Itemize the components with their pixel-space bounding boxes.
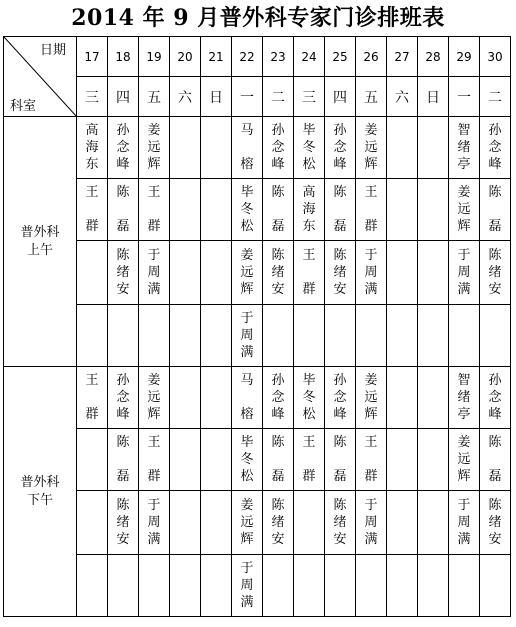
weekday-header-cell: 三 <box>77 77 108 117</box>
doctor-cell <box>139 367 170 429</box>
doctor-name: 于周满 <box>147 248 161 297</box>
doctor-cell <box>387 305 418 367</box>
doctor-cell <box>170 491 201 555</box>
doctor-cell <box>449 491 480 555</box>
doctor-name: 毕冬松 <box>302 123 316 172</box>
doctor-name: 姜远辉 <box>364 123 378 172</box>
doctor-cell <box>325 117 356 179</box>
doctor-name: 陈 磊 <box>116 435 130 484</box>
doctor-name: 王 群 <box>147 435 161 484</box>
doctor-name: 高海东 <box>302 185 316 234</box>
doctor-name: 孙念峰 <box>333 123 347 172</box>
doctor-name: 陈绪安 <box>333 498 347 547</box>
doctor-cell <box>139 305 170 367</box>
weekday-header-cell: 五 <box>356 77 387 117</box>
doctor-cell <box>263 367 294 429</box>
doctor-cell <box>418 429 449 491</box>
doctor-cell <box>449 179 480 241</box>
doctor-cell <box>232 491 263 555</box>
doctor-cell <box>170 241 201 305</box>
page-title: 2014 年 9 月普外科专家门诊排班表 <box>71 5 445 31</box>
doctor-cell <box>449 429 480 491</box>
doctor-cell <box>77 305 108 367</box>
doctor-cell <box>108 305 139 367</box>
doctor-name: 陈 磊 <box>271 185 285 234</box>
day-header-cell: 17 <box>77 37 108 77</box>
doctor-cell <box>263 179 294 241</box>
day-header-cell: 21 <box>201 37 232 77</box>
weekday-header-cell: 一 <box>232 77 263 117</box>
doctor-cell <box>139 429 170 491</box>
doctor-cell <box>232 429 263 491</box>
schedule-row <box>4 241 511 305</box>
doctor-cell <box>201 117 232 179</box>
doctor-name: 陈绪安 <box>271 248 285 297</box>
date-label: 日期 <box>39 43 66 58</box>
doctor-cell <box>139 179 170 241</box>
weekday-header-cell: 六 <box>170 77 201 117</box>
doctor-cell <box>108 179 139 241</box>
doctor-cell <box>387 555 418 617</box>
doctor-cell <box>449 305 480 367</box>
section-label: 普外科 下午 <box>20 474 60 508</box>
doctor-cell <box>263 429 294 491</box>
doctor-cell <box>263 305 294 367</box>
doctor-name: 姜远辉 <box>240 498 254 547</box>
doctor-cell <box>480 429 511 491</box>
doctor-cell <box>77 429 108 491</box>
doctor-name: 王 群 <box>302 435 316 484</box>
doctor-cell <box>108 241 139 305</box>
weekday-header-cell: 一 <box>449 77 480 117</box>
section-label-cell <box>4 367 77 617</box>
day-header-cell: 20 <box>170 37 201 77</box>
doctor-cell <box>418 241 449 305</box>
doctor-cell <box>294 305 325 367</box>
doctor-cell <box>480 491 511 555</box>
doctor-cell <box>356 429 387 491</box>
doctor-cell <box>356 305 387 367</box>
doctor-cell <box>294 117 325 179</box>
doctor-name: 陈绪安 <box>271 498 285 547</box>
schedule-row <box>4 367 511 429</box>
doctor-cell <box>77 179 108 241</box>
doctor-cell <box>325 491 356 555</box>
day-header-cell: 27 <box>387 37 418 77</box>
doctor-cell <box>201 491 232 555</box>
doctor-cell <box>201 367 232 429</box>
doctor-cell <box>356 117 387 179</box>
doctor-cell <box>170 429 201 491</box>
doctor-name: 于周满 <box>240 311 254 360</box>
doctor-name: 毕冬松 <box>240 435 254 484</box>
doctor-name: 于周满 <box>457 498 471 547</box>
doctor-name: 于周满 <box>364 498 378 547</box>
day-header-cell: 26 <box>356 37 387 77</box>
doctor-name: 王 群 <box>85 185 99 234</box>
doctor-cell <box>263 555 294 617</box>
weekday-header-cell: 四 <box>108 77 139 117</box>
weekday-header-cell: 日 <box>201 77 232 117</box>
doctor-cell <box>77 241 108 305</box>
doctor-cell <box>139 117 170 179</box>
doctor-cell <box>232 367 263 429</box>
doctor-cell <box>356 491 387 555</box>
doctor-cell <box>418 305 449 367</box>
doctor-cell <box>232 305 263 367</box>
doctor-name: 孙念峰 <box>116 373 130 422</box>
doctor-cell <box>356 367 387 429</box>
doctor-name: 陈绪安 <box>488 248 502 297</box>
doctor-name: 陈 磊 <box>116 185 130 234</box>
doctor-cell <box>139 491 170 555</box>
day-header-cell: 24 <box>294 37 325 77</box>
day-header-cell: 30 <box>480 37 511 77</box>
schedule-table <box>3 36 511 617</box>
doctor-name: 王 群 <box>364 185 378 234</box>
day-header-cell: 18 <box>108 37 139 77</box>
doctor-name: 陈 磊 <box>333 185 347 234</box>
doctor-cell <box>201 179 232 241</box>
doctor-name: 孙念峰 <box>488 373 502 422</box>
doctor-cell <box>356 241 387 305</box>
doctor-name: 陈绪安 <box>116 248 130 297</box>
schedule-row <box>4 429 511 491</box>
doctor-cell <box>449 555 480 617</box>
doctor-name: 陈 磊 <box>333 435 347 484</box>
doctor-cell <box>418 491 449 555</box>
doctor-cell <box>108 555 139 617</box>
weekday-header-cell: 三 <box>294 77 325 117</box>
doctor-cell <box>232 179 263 241</box>
doctor-name: 陈 磊 <box>271 435 285 484</box>
doctor-name: 陈 磊 <box>488 185 502 234</box>
doctor-cell <box>294 367 325 429</box>
doctor-name: 于周满 <box>457 248 471 297</box>
doctor-cell <box>139 241 170 305</box>
doctor-name: 于周满 <box>364 248 378 297</box>
doctor-name: 陈绪安 <box>333 248 347 297</box>
doctor-cell <box>325 555 356 617</box>
doctor-name: 姜远辉 <box>364 373 378 422</box>
doctor-cell <box>418 179 449 241</box>
doctor-name: 陈 磊 <box>488 435 502 484</box>
doctor-cell <box>449 241 480 305</box>
schedule-row <box>4 491 511 555</box>
weekday-header-cell: 二 <box>480 77 511 117</box>
doctor-cell <box>325 429 356 491</box>
day-header-cell: 23 <box>263 37 294 77</box>
doctor-cell <box>77 117 108 179</box>
schedule-row <box>4 117 511 179</box>
doctor-name: 孙念峰 <box>116 123 130 172</box>
header-weekdays-row <box>4 77 511 117</box>
doctor-name: 高海东 <box>85 123 99 172</box>
doctor-name: 陈绪安 <box>488 498 502 547</box>
doctor-cell <box>294 429 325 491</box>
doctor-name: 智绪亭 <box>457 123 471 172</box>
doctor-cell <box>449 117 480 179</box>
day-header-cell: 28 <box>418 37 449 77</box>
doctor-cell <box>201 305 232 367</box>
doctor-cell <box>170 117 201 179</box>
doctor-cell <box>294 491 325 555</box>
doctor-cell <box>356 555 387 617</box>
schedule-row <box>4 305 511 367</box>
doctor-name: 马 榕 <box>240 123 254 172</box>
doctor-cell <box>480 179 511 241</box>
doctor-cell <box>232 117 263 179</box>
schedule-row <box>4 555 511 617</box>
day-header-cell: 29 <box>449 37 480 77</box>
doctor-name: 王 群 <box>364 435 378 484</box>
dept-label: 科室 <box>10 99 37 114</box>
doctor-cell <box>387 429 418 491</box>
doctor-cell <box>480 367 511 429</box>
doctor-cell <box>418 555 449 617</box>
doctor-cell <box>387 367 418 429</box>
doctor-cell <box>325 179 356 241</box>
section-label-cell <box>4 117 77 367</box>
doctor-cell <box>294 241 325 305</box>
doctor-name: 孙念峰 <box>271 123 285 172</box>
doctor-cell <box>232 555 263 617</box>
doctor-cell <box>232 241 263 305</box>
doctor-cell <box>201 429 232 491</box>
doctor-name: 王 群 <box>85 373 99 422</box>
doctor-name: 孙念峰 <box>333 373 347 422</box>
doctor-cell <box>170 179 201 241</box>
doctor-cell <box>480 305 511 367</box>
doctor-name: 智绪亭 <box>457 373 471 422</box>
doctor-cell <box>77 367 108 429</box>
doctor-cell <box>201 241 232 305</box>
doctor-cell <box>325 241 356 305</box>
header-corner-cell <box>4 37 77 117</box>
doctor-name: 姜远辉 <box>240 248 254 297</box>
doctor-cell <box>201 555 232 617</box>
doctor-name: 马 榕 <box>240 373 254 422</box>
day-header-cell: 22 <box>232 37 263 77</box>
doctor-cell <box>108 491 139 555</box>
doctor-cell <box>170 305 201 367</box>
day-header-cell: 19 <box>139 37 170 77</box>
doctor-cell <box>108 429 139 491</box>
schedule-body <box>4 37 511 617</box>
doctor-name: 于周满 <box>147 498 161 547</box>
doctor-name: 王 群 <box>147 185 161 234</box>
doctor-cell <box>170 367 201 429</box>
doctor-cell <box>325 367 356 429</box>
section-label: 普外科 上午 <box>20 224 60 258</box>
doctor-cell <box>294 179 325 241</box>
doctor-cell <box>77 491 108 555</box>
doctor-cell <box>263 241 294 305</box>
doctor-name: 孙念峰 <box>271 373 285 422</box>
doctor-cell <box>108 367 139 429</box>
doctor-name: 姜远辉 <box>147 373 161 422</box>
weekday-header-cell: 六 <box>387 77 418 117</box>
header-days-row <box>4 37 511 77</box>
doctor-cell <box>387 179 418 241</box>
doctor-cell <box>480 555 511 617</box>
doctor-cell <box>387 241 418 305</box>
doctor-cell <box>108 117 139 179</box>
doctor-cell <box>449 367 480 429</box>
doctor-cell <box>325 305 356 367</box>
doctor-cell <box>387 491 418 555</box>
doctor-cell <box>418 367 449 429</box>
doctor-cell <box>480 117 511 179</box>
doctor-cell <box>418 117 449 179</box>
doctor-cell <box>480 241 511 305</box>
doctor-name: 姜远辉 <box>457 435 471 484</box>
weekday-header-cell: 四 <box>325 77 356 117</box>
doctor-cell <box>139 555 170 617</box>
doctor-name: 毕冬松 <box>240 185 254 234</box>
doctor-name: 孙念峰 <box>488 123 502 172</box>
doctor-name: 陈绪安 <box>116 498 130 547</box>
doctor-cell <box>263 117 294 179</box>
day-header-cell: 25 <box>325 37 356 77</box>
doctor-name: 于周满 <box>240 561 254 610</box>
weekday-header-cell: 日 <box>418 77 449 117</box>
doctor-cell <box>170 555 201 617</box>
doctor-cell <box>77 555 108 617</box>
schedule-row <box>4 179 511 241</box>
doctor-name: 王 群 <box>302 248 316 297</box>
doctor-cell <box>387 117 418 179</box>
doctor-name: 姜远辉 <box>457 185 471 234</box>
doctor-name: 姜远辉 <box>147 123 161 172</box>
weekday-header-cell: 二 <box>263 77 294 117</box>
weekday-header-cell: 五 <box>139 77 170 117</box>
doctor-cell <box>356 179 387 241</box>
doctor-cell <box>263 491 294 555</box>
doctor-cell <box>294 555 325 617</box>
doctor-name: 毕冬松 <box>302 373 316 422</box>
